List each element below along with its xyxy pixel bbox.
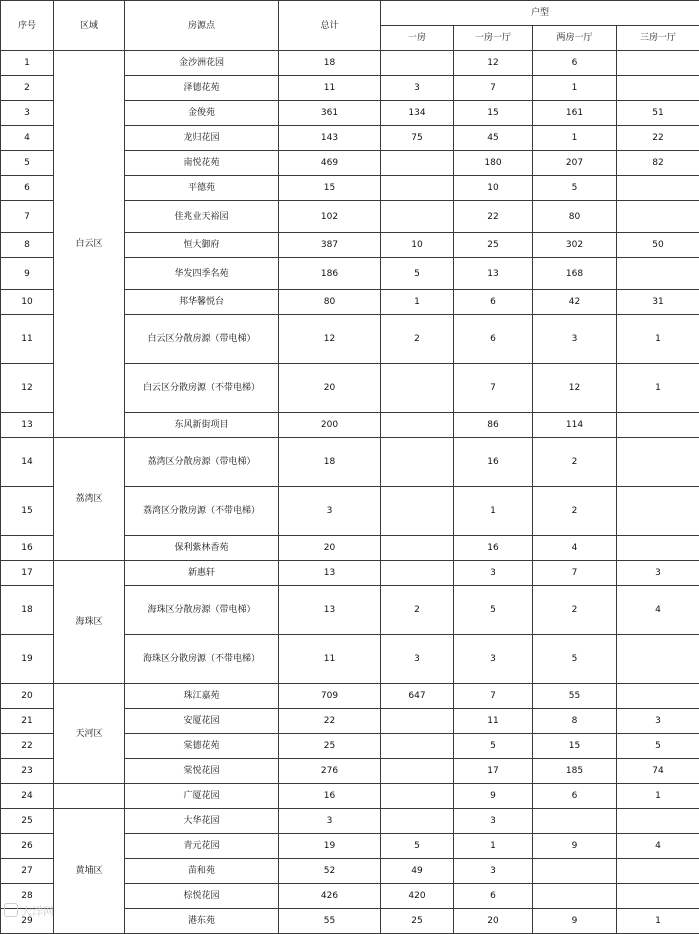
cell-one-bed: 16 [454, 536, 533, 561]
table-row [1, 438, 699, 487]
cell-index: 2 [1, 76, 54, 101]
cell-two-bed: 2 [533, 586, 617, 635]
cell-three-bed [617, 809, 699, 834]
cell-index: 22 [1, 734, 54, 759]
cell-index: 16 [1, 536, 54, 561]
cell-two-bed: 7 [533, 561, 617, 586]
cell-three-bed: 1 [617, 364, 699, 413]
cell-total: 13 [279, 586, 381, 635]
cell-one-room [381, 536, 454, 561]
cell-three-bed [617, 413, 699, 438]
cell-one-bed: 7 [454, 364, 533, 413]
cell-one-room: 5 [381, 258, 454, 290]
cell-total: 469 [279, 151, 381, 176]
cell-one-bed: 86 [454, 413, 533, 438]
cell-index: 17 [1, 561, 54, 586]
cell-three-bed: 1 [617, 909, 699, 934]
cell-one-room [381, 734, 454, 759]
cell-two-bed [533, 809, 617, 834]
cell-one-room: 2 [381, 586, 454, 635]
cell-total: 15 [279, 176, 381, 201]
cell-two-bed: 42 [533, 290, 617, 315]
cell-index: 26 [1, 834, 54, 859]
cell-name: 荔湾区分散房源（不带电梯） [125, 487, 279, 536]
cell-one-bed: 12 [454, 51, 533, 76]
cell-one-room [381, 176, 454, 201]
watermark-text: 大洋网 [21, 905, 54, 918]
cell-one-room: 3 [381, 76, 454, 101]
table-row [1, 784, 699, 809]
cell-one-room [381, 151, 454, 176]
cell-index: 1 [1, 51, 54, 76]
cell-one-bed: 7 [454, 76, 533, 101]
cell-index: 24 [1, 784, 54, 809]
cell-index: 14 [1, 438, 54, 487]
cell-index: 13 [1, 413, 54, 438]
header-district: 区域 [54, 1, 125, 51]
header-name: 房源点 [125, 1, 279, 51]
cell-three-bed: 50 [617, 233, 699, 258]
cell-three-bed [617, 536, 699, 561]
cell-one-room [381, 487, 454, 536]
cell-index: 27 [1, 859, 54, 884]
cell-name: 棠悦花园 [125, 759, 279, 784]
cell-index: 23 [1, 759, 54, 784]
header-index: 序号 [1, 1, 54, 51]
cell-total: 361 [279, 101, 381, 126]
cell-two-bed: 4 [533, 536, 617, 561]
cell-total: 11 [279, 635, 381, 684]
cell-name: 东风新街项目 [125, 413, 279, 438]
cell-two-bed: 15 [533, 734, 617, 759]
cell-three-bed: 74 [617, 759, 699, 784]
cell-three-bed: 31 [617, 290, 699, 315]
cell-one-bed: 25 [454, 233, 533, 258]
cell-two-bed: 2 [533, 487, 617, 536]
cell-two-bed: 9 [533, 909, 617, 934]
cell-one-room [381, 561, 454, 586]
cell-index: 6 [1, 176, 54, 201]
cell-name: 邦华馨悦台 [125, 290, 279, 315]
cell-name: 金沙洲花园 [125, 51, 279, 76]
cell-two-bed: 1 [533, 76, 617, 101]
cell-two-bed: 5 [533, 176, 617, 201]
cell-index: 5 [1, 151, 54, 176]
header-two-bed: 两房一厅 [533, 26, 617, 51]
cell-one-room [381, 809, 454, 834]
cell-two-bed: 3 [533, 315, 617, 364]
cell-three-bed: 5 [617, 734, 699, 759]
cell-one-bed: 3 [454, 809, 533, 834]
cell-two-bed: 302 [533, 233, 617, 258]
cell-two-bed: 6 [533, 784, 617, 809]
cell-three-bed [617, 201, 699, 233]
cell-index: 19 [1, 635, 54, 684]
cell-total: 19 [279, 834, 381, 859]
header-one-bed: 一房一厅 [454, 26, 533, 51]
cell-one-room: 3 [381, 635, 454, 684]
cell-total: 52 [279, 859, 381, 884]
cell-name: 白云区分散房源（带电梯） [125, 315, 279, 364]
cell-two-bed: 8 [533, 709, 617, 734]
district-cell: 黄埔区 [54, 809, 125, 934]
cell-index: 20 [1, 684, 54, 709]
cell-total: 18 [279, 51, 381, 76]
cell-total: 12 [279, 315, 381, 364]
cell-three-bed [617, 51, 699, 76]
cell-index: 28 [1, 884, 54, 909]
cell-one-bed: 22 [454, 201, 533, 233]
cell-name: 棠德花苑 [125, 734, 279, 759]
cell-total: 186 [279, 258, 381, 290]
cell-one-bed: 6 [454, 884, 533, 909]
cell-total: 22 [279, 709, 381, 734]
cell-total: 387 [279, 233, 381, 258]
header-three-bed: 三房一厅 [617, 26, 699, 51]
cell-name: 青元花园 [125, 834, 279, 859]
cell-two-bed [533, 884, 617, 909]
cell-name: 白云区分散房源（不带电梯） [125, 364, 279, 413]
cell-one-bed: 6 [454, 315, 533, 364]
cell-index: 15 [1, 487, 54, 536]
cell-two-bed: 161 [533, 101, 617, 126]
table-row [1, 51, 699, 76]
cell-total: 3 [279, 809, 381, 834]
cell-three-bed: 4 [617, 586, 699, 635]
cell-two-bed: 9 [533, 834, 617, 859]
cell-one-bed: 1 [454, 834, 533, 859]
cell-index: 3 [1, 101, 54, 126]
cell-two-bed: 1 [533, 126, 617, 151]
cell-name: 海珠区分散房源（不带电梯） [125, 635, 279, 684]
cell-name: 安厦花园 [125, 709, 279, 734]
cell-index: 8 [1, 233, 54, 258]
cell-one-room: 1 [381, 290, 454, 315]
cell-total: 20 [279, 536, 381, 561]
cell-one-bed: 3 [454, 561, 533, 586]
cell-index: 18 [1, 586, 54, 635]
cell-one-bed: 7 [454, 684, 533, 709]
cell-two-bed: 185 [533, 759, 617, 784]
cell-name: 海珠区分散房源（带电梯） [125, 586, 279, 635]
header-total: 总计 [279, 1, 381, 51]
cell-one-bed: 11 [454, 709, 533, 734]
cell-one-bed: 3 [454, 859, 533, 884]
cell-one-bed: 13 [454, 258, 533, 290]
cell-one-room: 75 [381, 126, 454, 151]
district-cell: 天河区 [54, 684, 125, 784]
district-cell: 荔湾区 [54, 438, 125, 561]
cell-one-bed: 17 [454, 759, 533, 784]
cell-one-bed: 5 [454, 734, 533, 759]
cell-name: 金俊苑 [125, 101, 279, 126]
watermark-logo-icon [4, 903, 18, 917]
table-row [1, 561, 699, 586]
cell-three-bed [617, 884, 699, 909]
table-row [1, 809, 699, 834]
table-row [1, 684, 699, 709]
cell-total: 426 [279, 884, 381, 909]
cell-name: 南悦花苑 [125, 151, 279, 176]
cell-index: 11 [1, 315, 54, 364]
cell-two-bed: 55 [533, 684, 617, 709]
header-unit-type: 户型 [381, 1, 699, 26]
header-one-room: 一房 [381, 26, 454, 51]
cell-one-bed: 16 [454, 438, 533, 487]
cell-three-bed [617, 438, 699, 487]
district-cell: 白云区 [54, 51, 125, 438]
cell-two-bed: 12 [533, 364, 617, 413]
cell-name: 新惠轩 [125, 561, 279, 586]
cell-one-bed: 9 [454, 784, 533, 809]
cell-index: 7 [1, 201, 54, 233]
cell-three-bed: 51 [617, 101, 699, 126]
cell-three-bed: 82 [617, 151, 699, 176]
cell-one-room: 2 [381, 315, 454, 364]
cell-name: 平德苑 [125, 176, 279, 201]
cell-total: 80 [279, 290, 381, 315]
cell-three-bed: 3 [617, 709, 699, 734]
cell-three-bed: 1 [617, 315, 699, 364]
cell-three-bed [617, 487, 699, 536]
cell-one-room [381, 201, 454, 233]
cell-name: 荔湾区分散房源（带电梯） [125, 438, 279, 487]
cell-three-bed [617, 258, 699, 290]
cell-one-bed: 180 [454, 151, 533, 176]
cell-one-room [381, 438, 454, 487]
cell-index: 9 [1, 258, 54, 290]
cell-two-bed: 168 [533, 258, 617, 290]
cell-two-bed: 5 [533, 635, 617, 684]
cell-one-room: 5 [381, 834, 454, 859]
cell-three-bed: 3 [617, 561, 699, 586]
cell-one-room: 10 [381, 233, 454, 258]
cell-one-bed: 45 [454, 126, 533, 151]
cell-three-bed: 4 [617, 834, 699, 859]
cell-one-room [381, 413, 454, 438]
cell-two-bed: 80 [533, 201, 617, 233]
watermark [4, 903, 54, 919]
cell-index: 29 [1, 909, 54, 934]
cell-two-bed: 114 [533, 413, 617, 438]
cell-one-room [381, 364, 454, 413]
cell-one-room [381, 709, 454, 734]
cell-one-bed: 10 [454, 176, 533, 201]
cell-one-bed: 3 [454, 635, 533, 684]
cell-two-bed: 207 [533, 151, 617, 176]
cell-one-room [381, 784, 454, 809]
cell-two-bed [533, 859, 617, 884]
cell-three-bed [617, 176, 699, 201]
cell-three-bed: 1 [617, 784, 699, 809]
cell-name: 棕悦花园 [125, 884, 279, 909]
cell-total: 200 [279, 413, 381, 438]
cell-one-room [381, 51, 454, 76]
cell-one-room: 647 [381, 684, 454, 709]
cell-name: 保利紫林香苑 [125, 536, 279, 561]
cell-one-bed: 5 [454, 586, 533, 635]
cell-one-bed: 15 [454, 101, 533, 126]
cell-one-room: 420 [381, 884, 454, 909]
cell-one-room: 134 [381, 101, 454, 126]
cell-total: 276 [279, 759, 381, 784]
district-cell: 海珠区 [54, 561, 125, 684]
cell-three-bed [617, 859, 699, 884]
cell-total: 102 [279, 201, 381, 233]
cell-three-bed [617, 684, 699, 709]
cell-name: 华发四季名苑 [125, 258, 279, 290]
cell-total: 20 [279, 364, 381, 413]
cell-index: 10 [1, 290, 54, 315]
cell-total: 143 [279, 126, 381, 151]
cell-three-bed: 22 [617, 126, 699, 151]
cell-total: 13 [279, 561, 381, 586]
cell-two-bed: 2 [533, 438, 617, 487]
cell-total: 709 [279, 684, 381, 709]
cell-total: 3 [279, 487, 381, 536]
cell-name: 大华花园 [125, 809, 279, 834]
cell-one-room: 25 [381, 909, 454, 934]
cell-one-bed: 20 [454, 909, 533, 934]
cell-name: 珠江嘉苑 [125, 684, 279, 709]
cell-total: 18 [279, 438, 381, 487]
cell-name: 泽德花苑 [125, 76, 279, 101]
cell-index: 4 [1, 126, 54, 151]
cell-index: 12 [1, 364, 54, 413]
cell-name: 恒大御府 [125, 233, 279, 258]
cell-three-bed [617, 76, 699, 101]
district-cell-empty [54, 784, 125, 809]
cell-name: 广厦花园 [125, 784, 279, 809]
cell-index: 21 [1, 709, 54, 734]
cell-one-bed: 1 [454, 487, 533, 536]
cell-name: 龙归花园 [125, 126, 279, 151]
cell-one-bed: 6 [454, 290, 533, 315]
cell-one-room [381, 759, 454, 784]
cell-total: 55 [279, 909, 381, 934]
cell-name: 佳兆业天裕园 [125, 201, 279, 233]
cell-three-bed [617, 635, 699, 684]
cell-one-room: 49 [381, 859, 454, 884]
cell-total: 11 [279, 76, 381, 101]
cell-index: 25 [1, 809, 54, 834]
cell-two-bed: 6 [533, 51, 617, 76]
cell-total: 16 [279, 784, 381, 809]
cell-total: 25 [279, 734, 381, 759]
cell-name: 苗和苑 [125, 859, 279, 884]
cell-name: 港东苑 [125, 909, 279, 934]
